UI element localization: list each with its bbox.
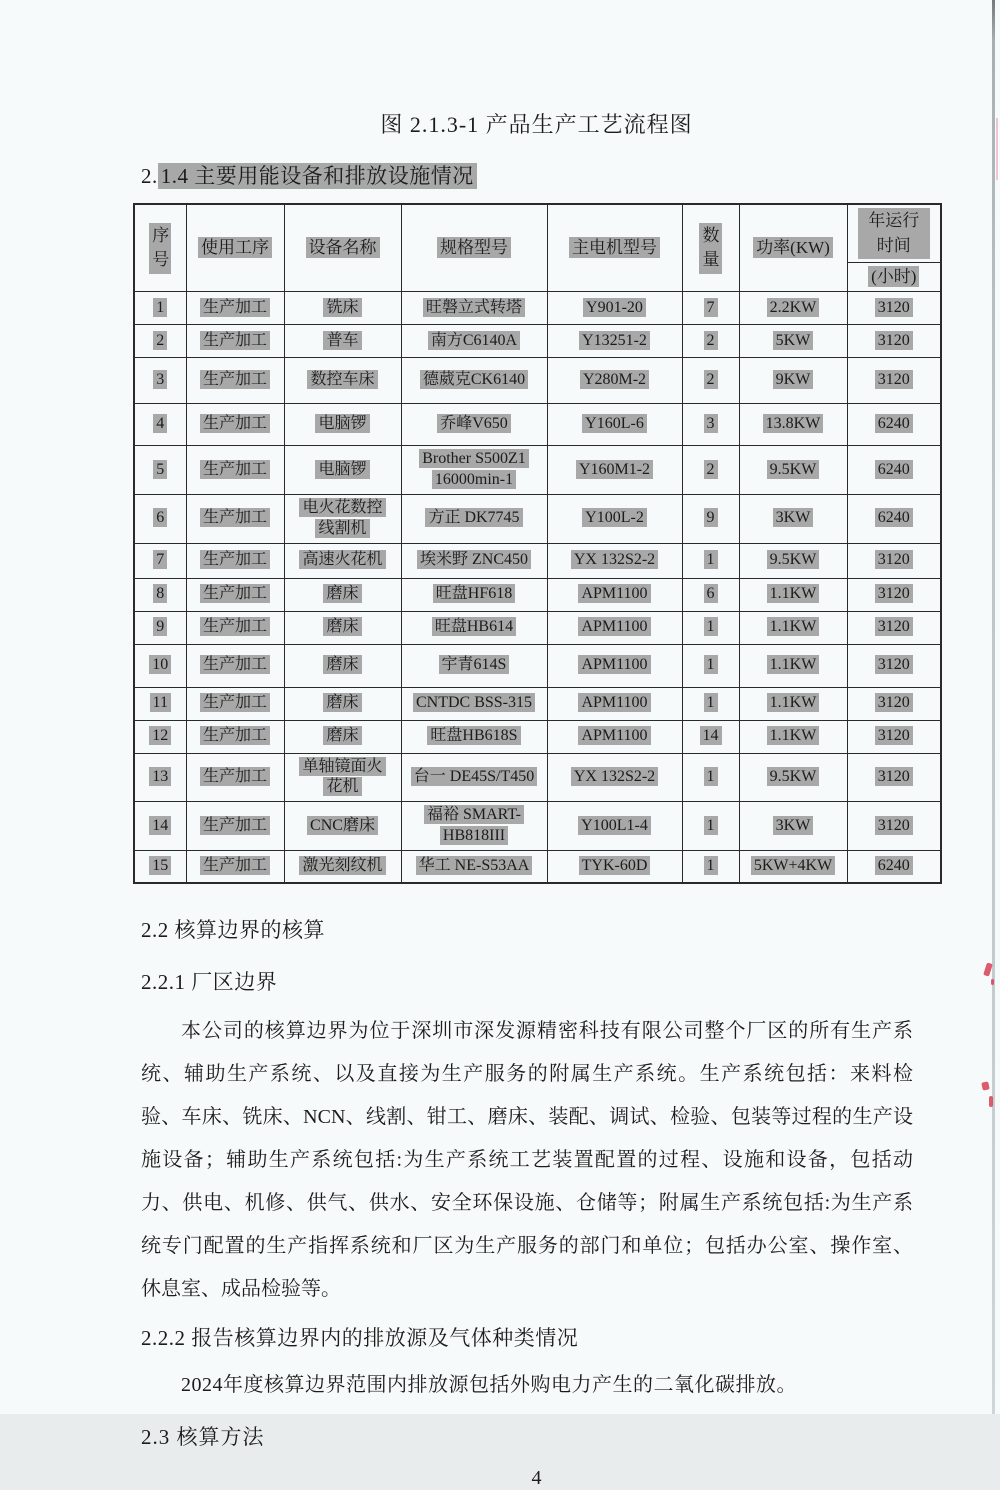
cell-annual-hours: 3120 [847,720,941,753]
cell-spec-model: 台一 DE45S/T450 [401,753,547,802]
paragraph-line: 力、供电、机修、供气、供水、安全环保设施、仓储等；附属生产系统包括:为生产系 [141,1192,913,1215]
cell-equipment-name: 普车 [284,325,401,358]
section-heading-2-2-2: 2.2.2 报告核算边界内的排放源及气体种类情况 [141,1326,579,1351]
cell-quantity: 1 [682,850,739,883]
cell-motor-model: Y160L-6 [547,404,682,446]
cell-power: 9KW [739,358,847,404]
cell-motor-model: Y160M1-2 [547,446,682,495]
cell-process: 生产加工 [186,611,284,644]
cell-index: 7 [134,543,186,578]
cell-index: 13 [134,753,186,802]
cell-equipment-name: 磨床 [284,644,401,687]
cell-quantity: 2 [682,358,739,404]
cell-annual-hours: 6240 [847,404,941,446]
section-heading-highlight: 1.4 主要用能设备和排放设施情况 [158,163,477,189]
boundary-paragraph [141,1010,913,1311]
section-heading-2-3: 2.3 核算方法 [141,1425,265,1450]
cell-equipment-name: 高速火花机 [284,543,401,578]
cell-process: 生产加工 [186,543,284,578]
cell-process: 生产加工 [186,578,284,611]
header-spec-model: 规格型号 [401,204,547,292]
cell-process: 生产加工 [186,446,284,495]
cell-equipment-name: 电脑锣 [284,446,401,495]
cell-power: 1.1KW [739,720,847,753]
cell-spec-model: Brother S500Z1 16000min-1 [401,446,547,495]
cell-index: 11 [134,687,186,720]
paragraph-line: 本公司的核算边界为位于深圳市深发源精密科技有限公司整个厂区的所有生产系 [181,1020,913,1043]
cell-motor-model: YX 132S2-2 [547,543,682,578]
paragraph-line: 统、辅助生产系统、以及直接为生产服务的附属生产系统。生产系统包括：来料检 [141,1063,913,1086]
header-annual-hours: 年运行时间 [847,204,941,263]
cell-power: 9.5KW [739,753,847,802]
cell-annual-hours: 3120 [847,687,941,720]
cell-equipment-name: 磨床 [284,611,401,644]
cell-process: 生产加工 [186,720,284,753]
cell-quantity: 2 [682,446,739,495]
cell-equipment-name: 单轴镜面火花机 [284,753,401,802]
cell-spec-model: 乔峰V650 [401,404,547,446]
cell-annual-hours: 3120 [847,358,941,404]
cell-power: 3KW [739,802,847,851]
cell-index: 4 [134,404,186,446]
paragraph-line: 验、车床、铣床、NCN、线割、钳工、磨床、装配、调试、检验、包装等过程的生产设 [141,1106,913,1129]
cell-power: 5KW+4KW [739,850,847,883]
section-heading-2-1-4 [141,160,940,190]
cell-index: 1 [134,292,186,325]
cell-process: 生产加工 [186,753,284,802]
cell-power: 5KW [739,325,847,358]
equipment-table-body [134,292,941,883]
scan-pink-artifact [996,118,998,180]
cell-spec-model: 旺盘HB618S [401,720,547,753]
cell-motor-model: Y100L-2 [547,494,682,543]
cell-index: 10 [134,644,186,687]
cell-equipment-name: 铣床 [284,292,401,325]
cell-equipment-name: 数控车床 [284,358,401,404]
cell-process: 生产加工 [186,802,284,851]
cell-motor-model: Y280M-2 [547,358,682,404]
cell-index: 5 [134,446,186,495]
table-row [134,325,941,358]
header-equipment-name: 设备名称 [284,204,401,292]
cell-power: 1.1KW [739,578,847,611]
cell-index: 12 [134,720,186,753]
cell-quantity: 14 [682,720,739,753]
table-row [134,404,941,446]
cell-spec-model: 华工 NE-S53AA [401,850,547,883]
paragraph-line: 施设备；辅助生产系统包括:为生产系统工艺装置配置的过程、设施和设备，包括动 [141,1149,913,1172]
header-index: 序号 [134,204,186,292]
table-row [134,446,941,495]
table-row [134,358,941,404]
cell-equipment-name: 电脑锣 [284,404,401,446]
cell-annual-hours: 3120 [847,325,941,358]
cell-power: 9.5KW [739,543,847,578]
cell-index: 8 [134,578,186,611]
cell-motor-model: YX 132S2-2 [547,753,682,802]
emission-source-paragraph: 2024年度核算边界范围内排放源包括外购电力产生的二氧化碳排放。 [181,1374,797,1397]
cell-equipment-name: 激光刻纹机 [284,850,401,883]
cell-motor-model: TYK-60D [547,850,682,883]
cell-spec-model: 旺盘HF618 [401,578,547,611]
section-heading-prefix: 2. [141,164,158,188]
cell-power: 1.1KW [739,687,847,720]
cell-annual-hours: 6240 [847,446,941,495]
table-row [134,850,941,883]
cell-process: 生产加工 [186,644,284,687]
header-process: 使用工序 [186,204,284,292]
cell-power: 3KW [739,494,847,543]
cell-quantity: 6 [682,578,739,611]
cell-process: 生产加工 [186,292,284,325]
cell-equipment-name: 磨床 [284,578,401,611]
equipment-table [133,203,942,884]
cell-quantity: 1 [682,753,739,802]
cell-quantity: 1 [682,802,739,851]
cell-equipment-name: 磨床 [284,720,401,753]
table-row [134,494,941,543]
scan-red-mark [989,1096,993,1107]
cell-motor-model: Y901-20 [547,292,682,325]
cell-index: 15 [134,850,186,883]
cell-process: 生产加工 [186,325,284,358]
cell-power: 2.2KW [739,292,847,325]
cell-quantity: 1 [682,611,739,644]
cell-annual-hours: 3120 [847,543,941,578]
scan-edge-artifact [992,0,995,1414]
cell-process: 生产加工 [186,494,284,543]
table-row [134,753,941,802]
table-row [134,578,941,611]
cell-index: 9 [134,611,186,644]
equipment-table-header [134,204,941,292]
cell-power: 1.1KW [739,644,847,687]
cell-motor-model: APM1100 [547,644,682,687]
page-number: 4 [531,1467,542,1490]
cell-spec-model: CNTDC BSS-315 [401,687,547,720]
cell-equipment-name: 磨床 [284,687,401,720]
figure-caption: 图 2.1.3-1 产品生产工艺流程图 [380,112,693,137]
cell-process: 生产加工 [186,358,284,404]
cell-power: 1.1KW [739,611,847,644]
cell-process: 生产加工 [186,404,284,446]
cell-quantity: 7 [682,292,739,325]
cell-quantity: 1 [682,543,739,578]
cell-annual-hours: 3120 [847,292,941,325]
cell-power: 13.8KW [739,404,847,446]
cell-motor-model: Y100L1-4 [547,802,682,851]
cell-quantity: 2 [682,325,739,358]
paragraph-line: 休息室、成品检验等。 [141,1278,341,1301]
cell-spec-model: 宇青614S [401,644,547,687]
cell-index: 2 [134,325,186,358]
cell-spec-model: 方正 DK7745 [401,494,547,543]
cell-quantity: 1 [682,687,739,720]
cell-spec-model: 德葳克CK6140 [401,358,547,404]
cell-index: 3 [134,358,186,404]
cell-annual-hours: 6240 [847,850,941,883]
cell-spec-model: 旺磐立式转塔 [401,292,547,325]
scan-red-mark [991,979,994,985]
table-row [134,720,941,753]
cell-power: 9.5KW [739,446,847,495]
cell-annual-hours: 6240 [847,494,941,543]
table-row [134,644,941,687]
cell-spec-model: 福裕 SMART-HB818III [401,802,547,851]
table-row [134,543,941,578]
table-row [134,802,941,851]
cell-process: 生产加工 [186,850,284,883]
cell-quantity: 3 [682,404,739,446]
cell-annual-hours: 3120 [847,753,941,802]
cell-process: 生产加工 [186,687,284,720]
table-row [134,687,941,720]
section-heading-2-2-1: 2.2.1 厂区边界 [141,970,278,995]
scan-red-mark [981,1081,990,1090]
header-quantity: 数量 [682,204,739,292]
cell-annual-hours: 3120 [847,802,941,851]
cell-motor-model: APM1100 [547,720,682,753]
cell-motor-model: APM1100 [547,611,682,644]
cell-quantity: 9 [682,494,739,543]
cell-index: 6 [134,494,186,543]
cell-spec-model: 旺盘HB614 [401,611,547,644]
header-power: 功率(KW) [739,204,847,292]
cell-annual-hours: 3120 [847,644,941,687]
cell-equipment-name: 电火花数控线割机 [284,494,401,543]
cell-quantity: 1 [682,644,739,687]
cell-motor-model: Y13251-2 [547,325,682,358]
cell-spec-model: 南方C6140A [401,325,547,358]
cell-annual-hours: 3120 [847,611,941,644]
cell-equipment-name: CNC磨床 [284,802,401,851]
table-row [134,611,941,644]
cell-index: 14 [134,802,186,851]
header-annual-hours-unit: (小时) [847,263,941,292]
cell-spec-model: 埃米野 ZNC450 [401,543,547,578]
section-heading-2-2: 2.2 核算边界的核算 [141,918,325,943]
table-row [134,292,941,325]
header-motor-model: 主电机型号 [547,204,682,292]
cell-motor-model: APM1100 [547,578,682,611]
paragraph-line: 统专门配置的生产指挥系统和厂区为生产服务的部门和单位；包括办公室、操作室、 [141,1235,913,1258]
cell-motor-model: APM1100 [547,687,682,720]
cell-annual-hours: 3120 [847,578,941,611]
